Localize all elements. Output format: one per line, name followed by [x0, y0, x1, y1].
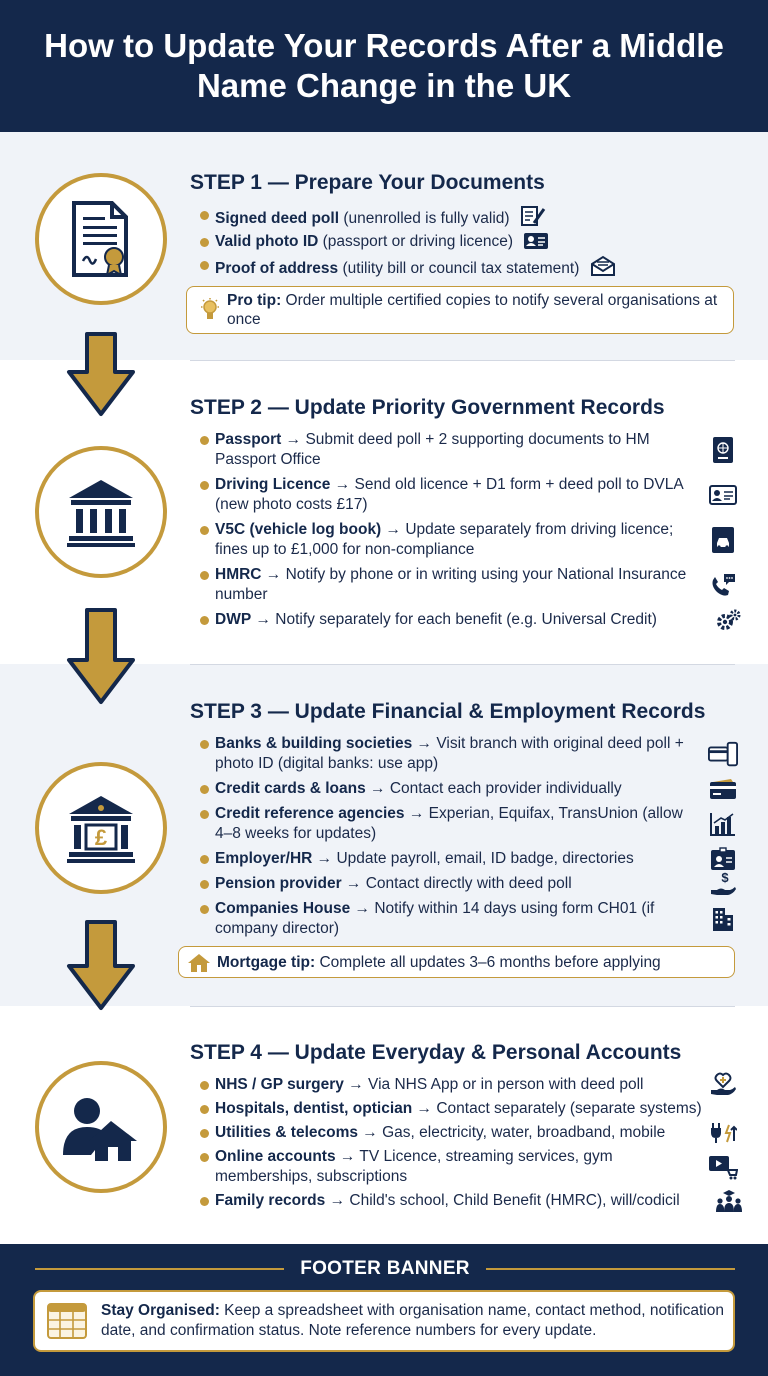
pro-tip-box [186, 286, 734, 334]
list-item: Companies House → Notify within 14 days using form CH01 (if company director) [190, 899, 746, 939]
health-hand-icon [709, 1072, 737, 1098]
list-item: DWP → Notify separately for each benefit (e.g. Universal Credit) [190, 610, 746, 630]
footer-tip-box [33, 1290, 735, 1352]
step-4 [190, 1041, 746, 1211]
step-3 [190, 700, 746, 939]
credit-card-icon [709, 778, 737, 800]
bar-chart-icon [709, 811, 737, 837]
step-title: STEP 1 — Prepare Your Documents [190, 171, 545, 194]
document-pen-icon [520, 205, 546, 227]
svg-text:£: £ [94, 825, 108, 850]
hand-money-icon [709, 870, 737, 898]
government-building-icon [35, 446, 167, 578]
person-house-icon [35, 1061, 167, 1193]
mortgage-tip-text: Mortgage tip: Complete all updates 3–6 months before applying [217, 954, 661, 971]
list-item: Proof of address (utility bill or council tax statement) [190, 255, 746, 279]
list-item: Employer/HR → Update payroll, email, ID badge, directories [190, 849, 746, 869]
envelope-icon [590, 255, 616, 277]
id-card-icon [523, 232, 549, 250]
page-title: How to Update Your Records After a Middle Name Change in the UK [44, 27, 724, 104]
header-banner [0, 0, 768, 132]
bank-pound-icon [35, 762, 167, 894]
list-item: Family records → Child's school, Child Benefit (HMRC), will/codicil [190, 1191, 746, 1211]
licence-card-icon [709, 485, 737, 505]
screen-cart-icon [708, 1154, 738, 1180]
house-icon [187, 953, 211, 973]
list-item: Credit reference agencies → Experian, Equifax, TransUnion (allow 4–8 weeks for updates) [190, 804, 746, 844]
list-item: Passport → Submit deed poll + 2 supporting documents to HM Passport Office [190, 430, 746, 470]
passport-icon [712, 436, 734, 464]
down-arrow-icon [65, 332, 137, 418]
list-item: V5C (vehicle log book) → Update separately from driving licence; fines up to £1,000 for non-compliance [190, 520, 746, 560]
divider [190, 360, 735, 361]
footer-banner [0, 1244, 768, 1376]
id-badge-icon [710, 847, 736, 871]
family-icon [715, 1189, 743, 1213]
car-book-icon [711, 526, 735, 554]
mortgage-tip-box [178, 946, 735, 978]
list-item: Hospitals, dentist, optician → Contact separately (separate systems) [190, 1099, 746, 1119]
plug-icon [709, 1121, 737, 1145]
phone-chat-icon [709, 572, 737, 598]
footer-title: FOOTER BANNER [300, 1258, 470, 1279]
spreadsheet-icon [47, 1303, 87, 1339]
footer-title-row [35, 1256, 735, 1282]
list-item: Pension provider → Contact directly with deed poll $ [190, 874, 746, 894]
document-certificate-icon [35, 173, 167, 305]
footer-tip-text: Stay Organised: Keep a spreadsheet with organisation name, contact method, notification date, and confirmation status. Note reference numbers for every update. [101, 1302, 724, 1339]
building-icon [711, 906, 735, 932]
list-item: Driving Licence → Send old licence + D1 form + deed poll to DVLA (new photo costs £17) [190, 475, 746, 515]
list-item: Banks & building societies → Visit branch with original deed poll + photo ID (digital banks: use app) [190, 734, 746, 774]
list-item: NHS / GP surgery → Via NHS App or in person with deed poll [190, 1075, 746, 1095]
step-title: STEP 4 — Update Everyday & Personal Accounts [190, 1041, 682, 1064]
list-item: Utilities & telecoms → Gas, electricity, water, broadband, mobile [190, 1123, 746, 1143]
gears-icon [716, 608, 742, 632]
step-title: STEP 2 — Update Priority Government Records [190, 396, 665, 419]
step-1 [190, 171, 746, 279]
list-item: HMRC → Notify by phone or in writing using your National Insurance number [190, 565, 746, 605]
svg-text:$: $ [721, 870, 729, 885]
step-title: STEP 3 — Update Financial & Employment Records [190, 700, 706, 723]
divider [190, 1006, 735, 1007]
list-item: Valid photo ID (passport or driving licence) [190, 232, 746, 252]
list-item: Online accounts → TV Licence, streaming services, gym memberships, subscriptions [190, 1147, 746, 1187]
divider [190, 664, 735, 665]
step-2 [190, 396, 746, 630]
card-phone-icon [708, 741, 738, 767]
pro-tip-text: Pro tip: Order multiple certified copies to notify several organisations at once [227, 292, 718, 328]
divider [35, 1268, 284, 1270]
list-item: Signed deed poll (unenrolled is fully valid) [190, 205, 746, 229]
divider [486, 1268, 735, 1270]
down-arrow-icon [65, 920, 137, 1012]
down-arrow-icon [65, 608, 137, 706]
lightbulb-icon [199, 297, 221, 323]
list-item: Credit cards & loans → Contact each provider individually [190, 779, 746, 799]
